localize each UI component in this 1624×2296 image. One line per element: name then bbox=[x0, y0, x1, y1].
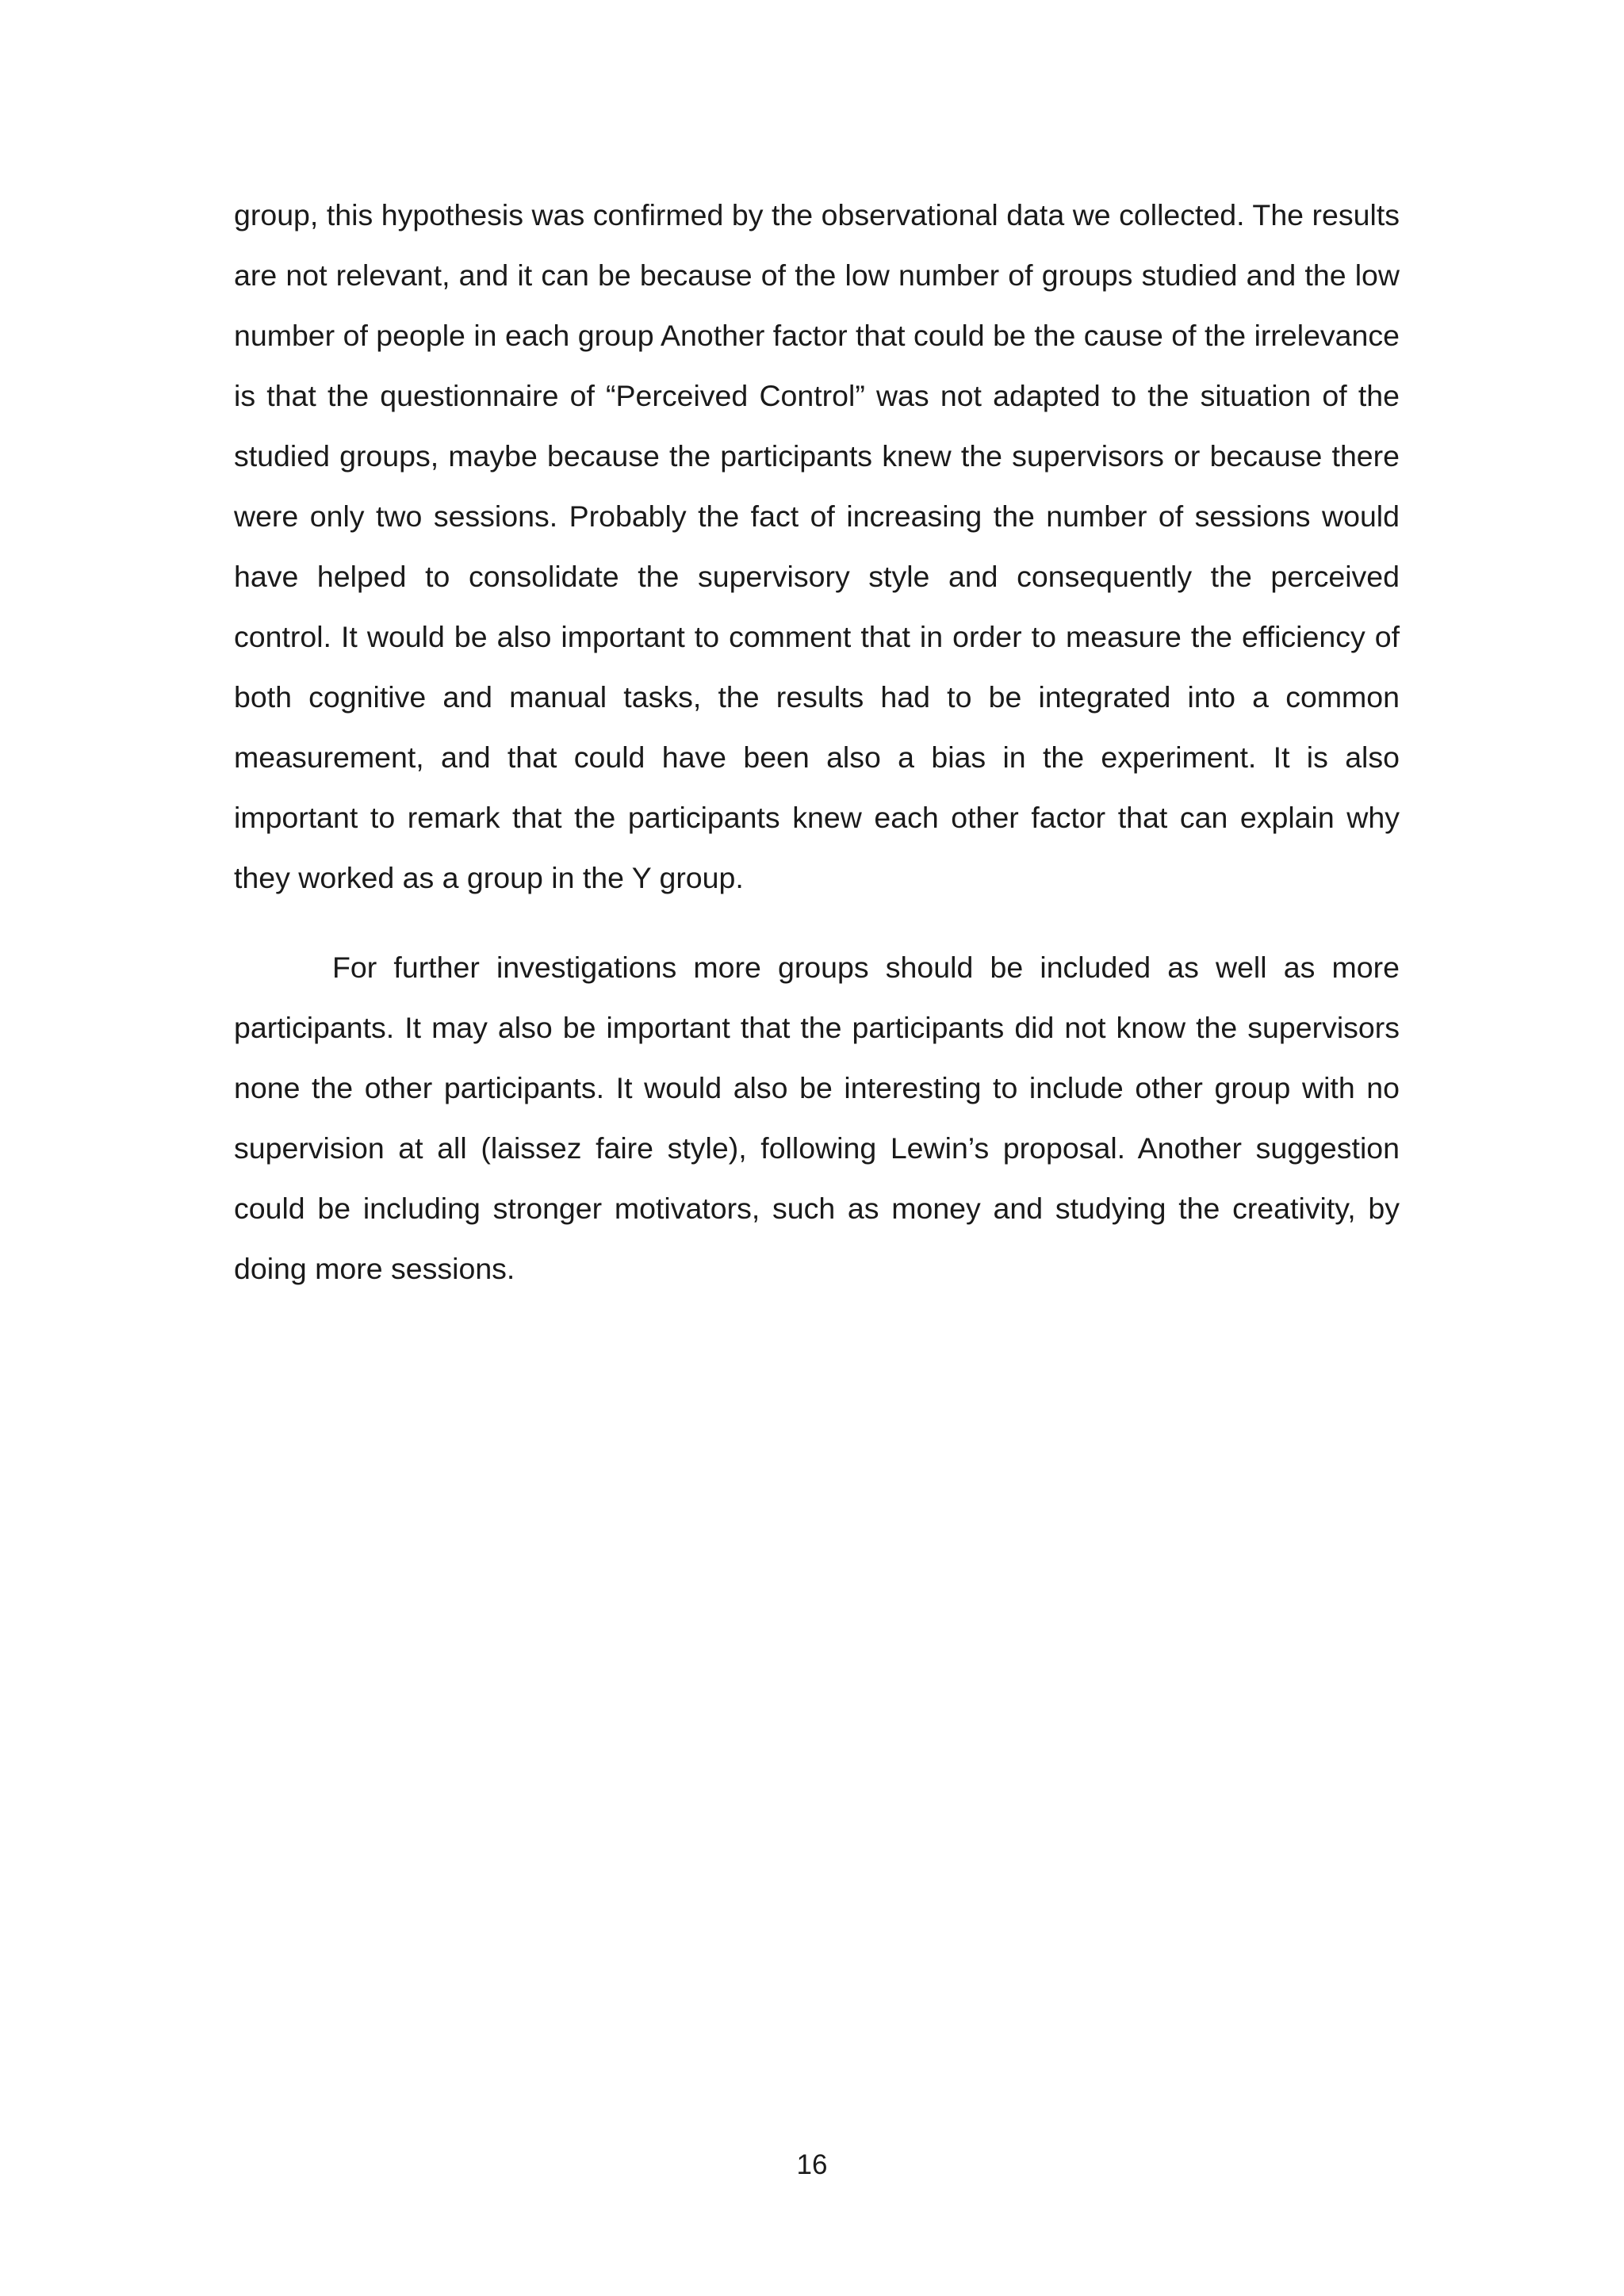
page-number: 16 bbox=[796, 2149, 828, 2180]
body-text bbox=[234, 185, 1400, 1299]
paragraph-continuation: group, this hypothesis was confirmed by the observational data we collected. The results are not relevant, and it can be because of the low number of groups studied and the low number of people in each group Another factor that could be the cause of the irrelevance is that the questionnaire of “Perceived Control” was not adapted to the situation of the studied groups, maybe because the participants knew the supervisors or because there were only two sessions. Probably the fact of increasing the number of sessions would have helped to consolidate the supervisory style and consequently the perceived control. It would be also important to comment that in order to measure the efficiency of both cognitive and manual tasks, the results had to be integrated into a common measurement, and that could have been also a bias in the experiment. It is also important to remark that the participants knew each other factor that can explain why they worked as a group in the Y group. bbox=[234, 198, 1400, 894]
paragraph-further-investigations: For further investigations more groups should be included as well as more participants. It may also be important that the participants did not know the supervisors none the other participants. It would also be interesting to include other group with no supervision at all (laissez faire style), following Lewin’s proposal. Another suggestion could be including stronger motivators, such as money and studying the creativity, by doing more sessions. bbox=[234, 951, 1400, 1285]
